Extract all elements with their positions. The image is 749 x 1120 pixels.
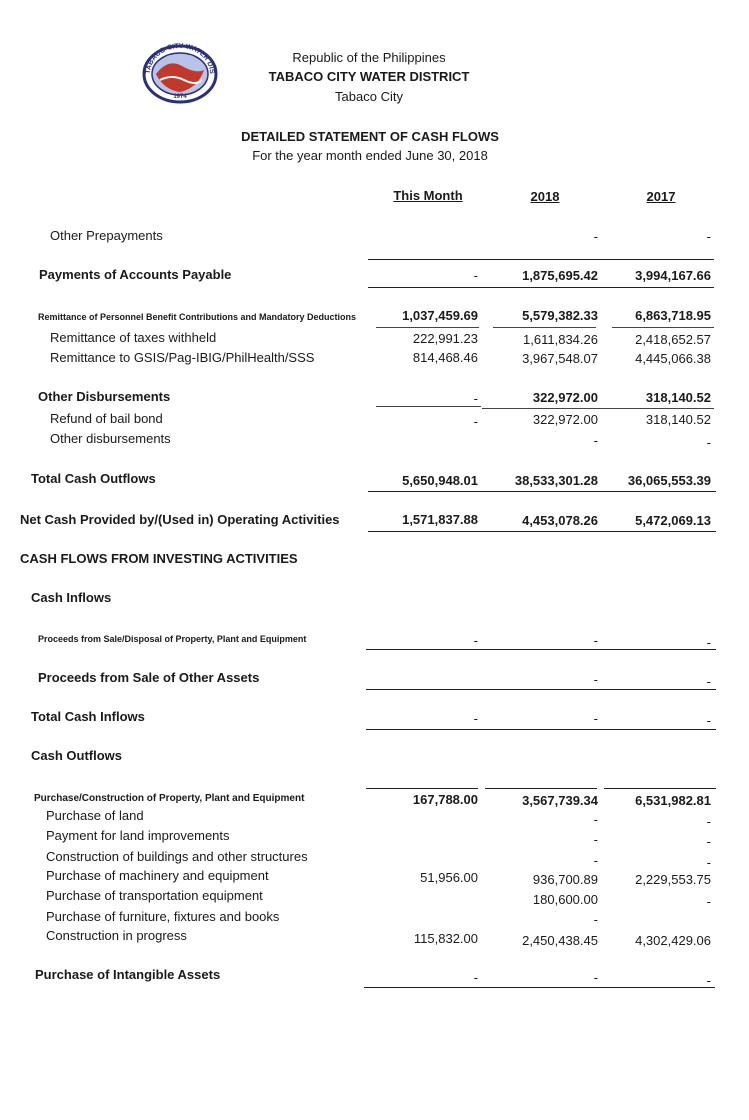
row-value-2017: - [706, 713, 711, 728]
svg-text:TABACO CITY WATER DISTRICT: TABACO CITY WATER DIS [144, 42, 216, 75]
row-label-remittance: Remittance of Personnel Benefit Contributions and Mandatory Deductions [38, 312, 357, 322]
water-district-logo [138, 40, 222, 104]
row-value-2017: 318,140.52 [645, 390, 711, 405]
row-label-refund-bail-bond: Refund of bail bond [50, 411, 163, 426]
row-value-this-month: 167,788.00 [412, 792, 478, 807]
row-value-2018: - [593, 853, 598, 868]
section-heading-investing: CASH FLOWS FROM INVESTING ACTIVITIES [20, 551, 298, 566]
row-value-this-month: 814,468.46 [412, 350, 478, 365]
row-value-this-month: - [473, 711, 478, 726]
row-value-2018: 3,567,739.34 [522, 793, 598, 808]
row-label-other-disbursements: Other Disbursements [38, 389, 171, 404]
row-value-2017: 2,418,652.57 [635, 332, 711, 347]
row-label-land-improvements: Payment for land improvements [46, 828, 230, 843]
row-label-total-cash-outflows: Total Cash Outflows [31, 471, 156, 486]
row-value-2018: - [593, 711, 598, 726]
row-value-2017: 6,863,718.95 [635, 308, 711, 323]
column-header-2017: 2017 [646, 189, 676, 204]
row-label-other-prepayments: Other Prepayments [50, 228, 163, 243]
row-value-2018: 322,972.00 [532, 412, 598, 427]
row-value-2017: - [706, 674, 711, 689]
subsection-heading-cash-outflows: Cash Outflows [31, 748, 123, 763]
row-value-2018: 38,533,301.28 [514, 473, 598, 488]
row-value-2018: - [593, 229, 598, 244]
row-label-other-disbursements-detail: Other disbursements [50, 431, 171, 446]
row-value-2018: 936,700.89 [532, 872, 598, 887]
subsection-heading-cash-inflows: Cash Inflows [31, 590, 112, 605]
svg-text:1974: 1974 [173, 94, 187, 100]
row-label-machinery: Purchase of machinery and equipment [46, 868, 269, 883]
row-value-2018: - [593, 672, 598, 687]
row-label-purchase-ppe: Purchase/Construction of Property, Plant and Equipment [34, 793, 305, 804]
row-value-2017: - [706, 229, 711, 244]
row-value-2018: - [593, 633, 598, 648]
row-label-remittance-gsis: Remittance to GSIS/Pag-IBIG/PhilHealth/SSS [50, 350, 315, 365]
row-label-buildings: Construction of buildings and other structures [46, 849, 308, 864]
row-label-furniture: Purchase of furniture, fixtures and books [46, 909, 280, 924]
row-label-intangible-assets: Purchase of Intangible Assets [35, 967, 221, 982]
row-value-2018: - [593, 970, 598, 985]
row-value-2018: 4,453,078.26 [522, 513, 598, 528]
row-value-2017: 4,445,066.38 [635, 351, 711, 366]
row-value-2018: - [593, 433, 598, 448]
republic-heading: Republic of the Philippines [292, 50, 446, 65]
row-value-2017: 5,472,069.13 [635, 513, 711, 528]
organization-name: TABACO CITY WATER DISTRICT [268, 69, 470, 84]
row-value-2017: - [706, 834, 711, 849]
row-value-this-month: - [473, 268, 478, 283]
row-label-total-cash-inflows: Total Cash Inflows [31, 709, 145, 724]
row-value-2017: 3,994,167.66 [635, 268, 711, 283]
statement-subtitle: For the year month ended June 30, 2018 [252, 148, 488, 163]
row-value-2018: 180,600.00 [532, 892, 598, 907]
row-value-this-month: - [473, 391, 478, 406]
row-value-this-month: 222,991.23 [412, 331, 478, 346]
row-value-2018: 5,579,382.33 [522, 308, 598, 323]
row-value-this-month: - [473, 970, 478, 985]
column-header-2018: 2018 [530, 189, 560, 204]
row-value-2017: - [706, 435, 711, 450]
column-header-this-month: This Month [393, 188, 463, 203]
row-label-payments-accounts-payable: Payments of Accounts Payable [39, 267, 232, 282]
row-value-2017: - [706, 894, 711, 909]
row-label-remittance-taxes: Remittance of taxes withheld [50, 330, 217, 345]
row-value-2018: - [593, 812, 598, 827]
row-label-proceeds-ppe: Proceeds from Sale/Disposal of Property, Plant and Equipment [38, 634, 307, 644]
row-label-proceeds-other-assets: Proceeds from Sale of Other Assets [38, 670, 260, 685]
row-value-this-month: 1,037,459.69 [402, 308, 478, 323]
row-value-this-month: 1,571,837.88 [402, 512, 478, 527]
row-value-2017: 36,065,553.39 [627, 473, 711, 488]
row-value-2017: 4,302,429.06 [635, 933, 711, 948]
row-value-2018: 2,450,438.45 [522, 933, 598, 948]
row-value-2018: 3,967,548.07 [522, 351, 598, 366]
row-value-this-month: 5,650,948.01 [402, 473, 478, 488]
row-value-this-month: 51,956.00 [420, 870, 478, 885]
row-label-net-cash-operating: Net Cash Provided by/(Used in) Operating Activities [20, 512, 340, 527]
row-label-transportation: Purchase of transportation equipment [46, 888, 263, 903]
row-value-2017: - [706, 814, 711, 829]
row-value-2018: 1,875,695.42 [522, 268, 598, 283]
row-value-2017: - [706, 855, 711, 870]
row-label-purchase-land: Purchase of land [46, 808, 144, 823]
row-value-2017: 2,229,553.75 [635, 872, 711, 887]
row-value-2018: 322,972.00 [532, 390, 598, 405]
row-value-2017: 318,140.52 [645, 412, 711, 427]
row-value-this-month: - [473, 633, 478, 648]
row-value-this-month: 115,832.00 [413, 931, 478, 946]
row-value-this-month: - [473, 414, 478, 429]
row-value-2018: 1,611,834.26 [523, 332, 598, 347]
row-value-2017: - [706, 973, 711, 988]
row-value-2018: - [593, 832, 598, 847]
row-value-2017: 6,531,982.81 [635, 793, 711, 808]
row-value-2018: - [593, 912, 598, 927]
statement-title: DETAILED STATEMENT OF CASH FLOWS [241, 129, 499, 144]
row-label-construction-in-progress: Construction in progress [46, 928, 187, 943]
city-name: Tabaco City [335, 89, 403, 104]
row-value-2017: - [706, 635, 711, 650]
